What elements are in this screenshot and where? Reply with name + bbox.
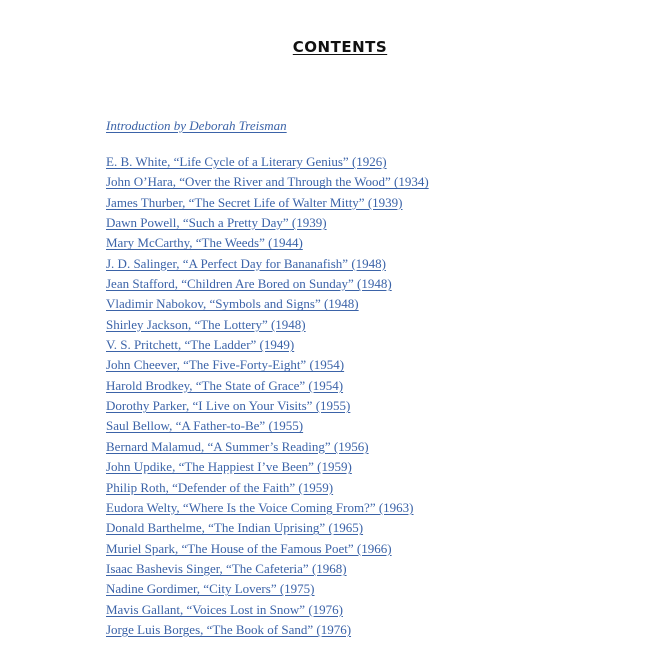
toc-link[interactable]: James Thurber, “The Secret Life of Walter Mitty” (1939) [106,194,403,210]
toc-item [106,498,429,518]
toc-item [106,539,429,559]
toc-link[interactable]: Bernard Malamud, “A Summer’s Reading” (1956) [106,438,369,454]
toc-link[interactable]: Isaac Bashevis Singer, “The Cafeteria” (1968) [106,560,347,576]
toc-item [106,315,429,335]
toc-link[interactable]: Jean Stafford, “Children Are Bored on Sunday” (1948) [106,276,392,292]
toc-link[interactable]: Eudora Welty, “Where Is the Voice Coming From?” (1963) [106,499,414,515]
toc-item [106,457,429,477]
toc-item [106,254,429,274]
toc-item [106,478,429,498]
toc-link[interactable]: Dorothy Parker, “I Live on Your Visits” (1955) [106,398,351,414]
toc-link[interactable]: Shirley Jackson, “The Lottery” (1948) [106,316,306,332]
toc-link[interactable]: Muriel Spark, “The House of the Famous Poet” (1966) [106,540,392,556]
toc-link[interactable]: E. B. White, “Life Cycle of a Literary Genius” (1926) [106,154,387,169]
toc-link[interactable]: J. D. Salinger, “A Perfect Day for Bananafish” (1948) [106,255,386,271]
toc-link[interactable]: Harold Brodkey, “The State of Grace” (1954) [106,377,344,393]
toc-link[interactable]: Donald Barthelme, “The Indian Uprising” (1965) [106,520,364,536]
toc-link[interactable]: V. S. Pritchett, “The Ladder” (1949) [106,337,295,353]
toc-item [106,213,429,233]
toc-item [106,376,429,396]
toc-item [106,396,429,416]
toc-item [106,518,429,538]
toc-item [106,193,429,213]
toc-item [106,274,429,294]
toc-item [106,172,429,192]
toc-item [106,416,429,436]
toc-link[interactable]: John Cheever, “The Five-Forty-Eight” (1954) [106,357,345,373]
toc-link[interactable]: John O’Hara, “Over the River and Through the Wood” (1934) [106,174,429,190]
toc-link[interactable]: Vladimir Nabokov, “Symbols and Signs” (1948) [106,296,359,312]
toc-link[interactable]: Nadine Gordimer, “City Lovers” (1975) [106,581,315,597]
toc-link[interactable]: John Updike, “The Happiest I’ve Been” (1959) [106,459,352,475]
page-title [0,38,672,56]
toc-link[interactable]: Philip Roth, “Defender of the Faith” (1959) [106,479,334,495]
toc-item [106,620,429,640]
toc-item [106,437,429,457]
toc-link[interactable]: Mavis Gallant, “Voices Lost in Snow” (1976) [106,601,343,617]
toc-item [106,559,429,579]
toc-item [106,152,429,172]
toc-link[interactable]: Dawn Powell, “Such a Pretty Day” (1939) [106,215,327,231]
toc-item [106,579,429,599]
page-title-text: CONTENTS [292,38,388,56]
toc-item [106,233,429,253]
table-of-contents [106,152,429,640]
toc-link[interactable]: Mary McCarthy, “The Weeds” (1944) [106,235,303,251]
toc-item [106,355,429,375]
toc-link[interactable]: Jorge Luis Borges, “The Book of Sand” (1976) [106,621,352,637]
toc-link-introduction[interactable]: Introduction by Deborah Treisman [106,118,287,133]
toc-link[interactable]: Saul Bellow, “A Father-to-Be” (1955) [106,418,304,434]
toc-item [106,294,429,314]
toc-item [106,335,429,355]
toc-item [106,600,429,620]
